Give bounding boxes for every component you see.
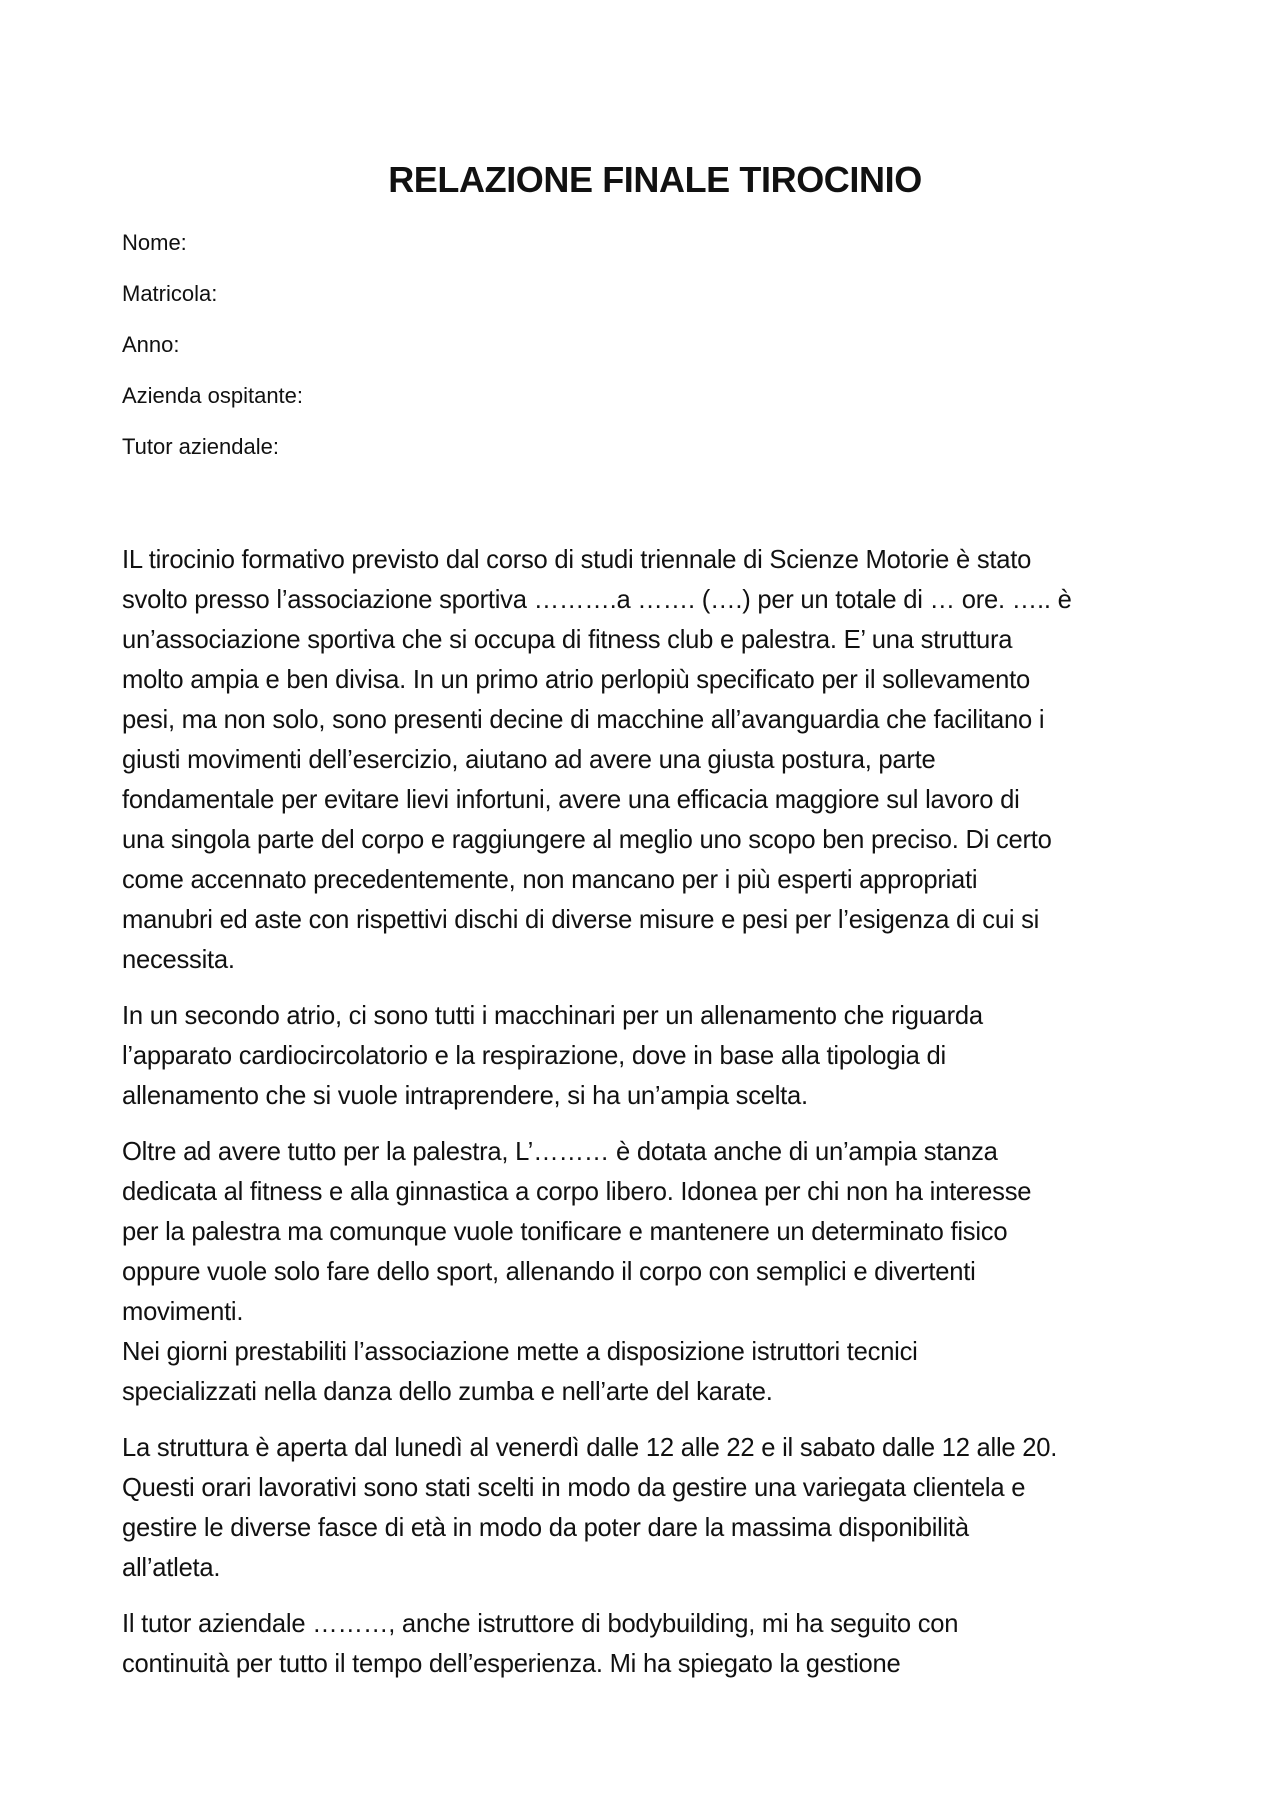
text-line: specializzati nella danza dello zumba e nell’arte del karate. [122,1378,773,1406]
text-line: In un secondo atrio, ci sono tutti i macchinari per un allenamento che riguarda [122,1002,983,1030]
text-line: una singola parte del corpo e raggiungere al meglio uno scopo ben preciso. Di certo [122,826,1052,854]
text-line: fondamentale per evitare lievi infortuni, avere una efficacia maggiore sul lavoro di [122,786,1020,814]
text-line: come accennato precedentemente, non mancano per i più esperti appropriati [122,866,978,894]
text-line: movimenti. [122,1298,244,1326]
paragraph [122,996,1172,1116]
text-line: Il tutor aziendale ………, anche istruttore di bodybuilding, mi ha seguito con [122,1610,959,1638]
text-line: gestire le diverse fasce di età in modo da poter dare la massima disponibilità [122,1514,969,1542]
report-body [122,540,1172,1700]
text-line: per la palestra ma comunque vuole tonificare e mantenere un determinato fisico [122,1218,1008,1246]
text-line: allenamento che si vuole intraprendere, si ha un’ampia scelta. [122,1082,808,1110]
field-tutor-aziendale: Tutor aziendale: [122,434,279,459]
text-line: continuità per tutto il tempo dell’esperienza. Mi ha spiegato la gestione [122,1650,901,1678]
header-fields [122,230,1122,485]
text-line: manubri ed aste con rispettivi dischi di diverse misure e pesi per l’esigenza di cui si [122,906,1040,934]
paragraph [122,540,1172,980]
document-title: RELAZIONE FINALE TIROCINIO [388,159,922,200]
text-line: Oltre ad avere tutto per la palestra, L’……… è dotata anche di un’ampia stanza [122,1138,998,1166]
text-line: Questi orari lavorativi sono stati scelti in modo da gestire una variegata clientela e [122,1474,1026,1502]
text-line: oppure vuole solo fare dello sport, allenando il corpo con semplici e divertenti [122,1258,976,1286]
text-line: La struttura è aperta dal lunedì al venerdì dalle 12 alle 22 e il sabato dalle 12 alle 20. [122,1434,1058,1462]
text-line: all’atleta. [122,1554,221,1582]
text-line: necessita. [122,946,235,974]
paragraph [122,1132,1172,1412]
field-azienda-ospitante: Azienda ospitante: [122,383,304,408]
text-line: molto ampia e ben divisa. In un primo atrio perlopiù specificato per il sollevamento [122,666,1030,694]
paragraph [122,1428,1172,1588]
field-anno: Anno: [122,332,180,357]
paragraph [122,1604,1172,1684]
field-nome: Nome: [122,230,187,255]
text-line: svolto presso l’associazione sportiva ……….a ……. (….) per un totale di … ore. ….. è [122,586,1072,614]
field-matricola: Matricola: [122,281,218,306]
text-line: pesi, ma non solo, sono presenti decine di macchine all’avanguardia che facilitano i [122,706,1045,734]
text-line: l’apparato cardiocircolatorio e la respirazione, dove in base alla tipologia di [122,1042,946,1070]
text-line: un’associazione sportiva che si occupa di fitness club e palestra. E’ una struttura [122,626,1013,654]
text-line: IL tirocinio formativo previsto dal corso di studi triennale di Scienze Motorie è stato [122,546,1032,574]
text-line: giusti movimenti dell’esercizio, aiutano ad avere una giusta postura, parte [122,746,936,774]
text-line: dedicata al fitness e alla ginnastica a corpo libero. Idonea per chi non ha interesse [122,1178,1032,1206]
text-line: Nei giorni prestabiliti l’associazione mette a disposizione istruttori tecnici [122,1338,918,1366]
